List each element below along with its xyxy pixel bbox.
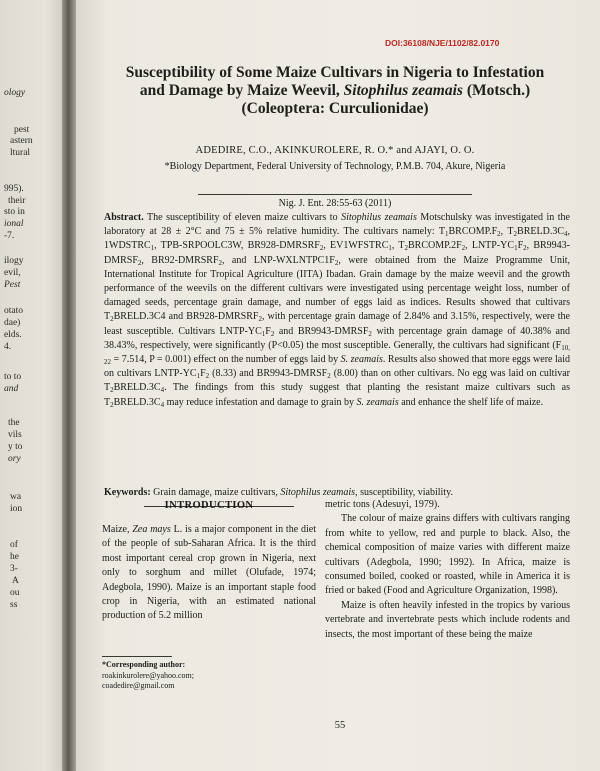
edge-fragment: ion <box>10 504 23 514</box>
abstract-text: may reduce infestation and damage to grain by <box>164 396 357 408</box>
subscript: 2 <box>110 386 114 395</box>
subscript: 2 <box>137 258 142 267</box>
edge-fragment: the <box>8 418 20 428</box>
subscript: 4 <box>564 230 568 239</box>
journal-reference: Nig. J. Ent. 28:55-63 (2011) <box>278 198 392 209</box>
right-column <box>325 498 570 642</box>
abstract-text: and BR9943-DMRSF <box>274 325 369 337</box>
intro-text: L. is a major component in the diet of the people of sub-Saharan Africa. It is the third most important cereal crop grown in Nigeria, next only to sorghum and millet (Olufade, 1974; Adegbola, 1990). Maize is an important staple food crop in Nigeria, with an estimated national production of 5.2 million <box>102 524 316 622</box>
title-line-1: Susceptibility of Some Maize Cultivars in Nigeria to Infestation <box>125 64 545 81</box>
edge-fragment: evil, <box>4 268 21 278</box>
subscript: 1 <box>150 244 155 253</box>
subscript: 2 <box>205 372 210 381</box>
footnote-rule <box>102 656 172 657</box>
intro-text: Maize, <box>102 524 133 535</box>
header-rule <box>198 194 472 195</box>
edge-fragment: ilogy <box>4 256 24 266</box>
edge-fragment: ou <box>10 588 20 598</box>
subscript: 2 <box>110 315 114 324</box>
abstract-text: F <box>265 325 271 337</box>
subscript: 1 <box>196 372 201 381</box>
species-name: S. zeamais <box>340 354 383 366</box>
title-line-3: (Coleoptera: Curculionidae) <box>241 100 429 117</box>
subscript: 1 <box>388 244 392 253</box>
paper-title <box>100 64 570 118</box>
book-gutter <box>62 0 76 771</box>
abstract-text: , BR9943-DMRSF <box>104 240 570 266</box>
edge-fragment: 3- <box>10 564 18 574</box>
abstract-text: BRELD.3C <box>113 382 161 394</box>
abstract-text: BRELD.3C4 and BR928-DMRSRF <box>113 311 259 323</box>
abstract-text: , and LNP-WXLNTPC1F <box>222 254 335 266</box>
subscript: 1 <box>445 230 449 239</box>
abstract-text: and enhance the shelf life of maize. <box>398 396 544 408</box>
intro-paragraph: Maize is often heavily infested in the tropics by various vertebrate and invertebrate pests which include rodents and insects, the most important of these being the maize <box>325 599 570 640</box>
corresponding-author <box>102 660 316 692</box>
title-line-2 <box>100 82 570 100</box>
edge-fragment: vils <box>8 430 22 440</box>
abstract <box>104 211 570 410</box>
subscript: 2 <box>368 329 372 338</box>
subscript: 10, 22 <box>104 343 570 367</box>
edge-fragment: their <box>8 196 26 206</box>
abstract-text: . Results also showed that more eggs were laid on cultivars LNTP-YC <box>104 354 570 380</box>
edge-fragment: ory <box>8 454 21 464</box>
species-name: Sitophilus zeamais <box>341 212 417 223</box>
abstract-text: , were obtained from the Maize Programme Unit, International Institute for Tropical Agriculture (IITA) Ibadan. Grain damage by the maize weevil and the growth performance of the weevils on the different cultivars were investigated using percentage weight loss, number of damaged seeds, percentage grain damage, and number of eggs laid as indices. Results showed that cultivars T <box>104 254 571 323</box>
abstract-text: (8.00) than on other cultivars. No egg was laid on cultivar T <box>104 368 570 394</box>
abstract-text: , TPB-SRPOOLC3W, BR928-DMRSRF <box>154 240 320 252</box>
abstract-text: F <box>517 240 524 252</box>
species-name: Zea mays <box>132 524 171 535</box>
previous-page-edge <box>0 0 66 771</box>
edge-fragment: he <box>10 552 19 562</box>
edge-fragment: of <box>10 540 18 550</box>
title-text: and Damage by Maize Weevil, <box>139 82 344 99</box>
abstract-text: BRELD.3C <box>517 226 564 238</box>
abstract-text: = 7.514, P = 0.001) effect on the number of eggs laid by <box>111 354 341 366</box>
edge-fragment: pest <box>14 125 30 135</box>
edge-fragment: otato <box>4 306 23 316</box>
authors: ADEDIRE, C.O., AKINKUROLERE, R. O.* and AJAYI, O. O. <box>195 145 475 156</box>
abstract-text: , LNTP-YC <box>465 240 515 252</box>
abstract-text: , with percentage grain damage of 2.84% and 3.15%, respectively, were the least susceptible. Cultivars LNTP-YC <box>104 311 570 337</box>
title-author-citation: (Motsch.) <box>462 82 531 99</box>
subscript: 2 <box>497 230 501 239</box>
edge-fragment: sto in <box>4 207 25 217</box>
subscript: 2 <box>110 400 114 409</box>
subscript: 2 <box>270 329 275 338</box>
abstract-text: BRELD.3C <box>113 396 161 408</box>
keywords-label: Keywords: <box>104 487 151 498</box>
subscript: 1 <box>261 329 266 338</box>
abstract-text: F <box>200 368 206 380</box>
keywords-text: , susceptibility, viability. <box>355 487 453 498</box>
abstract-text: BRCOMP.F <box>448 226 498 238</box>
left-column <box>102 497 316 624</box>
edge-fragment: Pest <box>4 280 21 290</box>
edge-fragment: ional <box>4 219 24 229</box>
edge-fragment: wa <box>10 492 22 502</box>
abstract-text: BRCOMP.2F <box>408 240 462 252</box>
corresponding-email: coadedire@gmail.com <box>102 681 175 690</box>
subscript: 2 <box>513 230 518 239</box>
edge-fragment: ss <box>10 600 18 610</box>
abstract-text: , 1WDSTRC <box>104 226 570 252</box>
edge-fragment: ology <box>4 88 26 98</box>
edge-fragment: ltural <box>10 148 31 158</box>
edge-fragment: and <box>4 384 19 394</box>
edge-fragment: A <box>12 576 19 586</box>
subscript: 4 <box>160 386 165 395</box>
edge-fragment: to to <box>4 372 22 382</box>
edge-fragment: elds. <box>4 330 22 340</box>
subscript: 2 <box>334 258 339 267</box>
abstract-text: , BR92-DMRSRF <box>141 254 219 266</box>
edge-fragment: 4. <box>4 342 12 352</box>
abstract-text: with percentage grain damage of 40.38% and 38.43%, respectively, were significantly (P<0.05) the most susceptible. Generally, the cultivars had significant (F <box>104 325 570 351</box>
doi-label: DOI:36108/NJE/1102/82.0170 <box>385 38 500 48</box>
abstract-text: Motschulsky was investigated in the laboratory at 28 ± 2°C and 75 ± 5% relative humidity. The cultivars namely: T <box>104 212 570 238</box>
abstract-text: , T <box>391 240 405 252</box>
intro-paragraph <box>102 523 316 624</box>
affiliation: *Biology Department, Federal University of Technology, P.M.B. 704, Akure, Nigeria <box>164 161 506 172</box>
intro-paragraph: The colour of maize grains differs with cultivars ranging from white to yellow, red and purple to black. Also, the chemical composition of maize varies with different maize cultivars (Adegbola, 1990; 1992). In Africa, maize is consumed boiled, cooked or roasted, while in America it is fried or baked (Food and Agriculture Organization, 1998). <box>325 513 570 597</box>
subscript: 2 <box>327 372 331 381</box>
edge-fragment: y to <box>8 442 23 452</box>
edge-fragment: dae) <box>4 318 21 328</box>
subscript: 2 <box>404 244 408 253</box>
intro-paragraph: metric tons (Adesuyi, 1979). <box>325 499 440 510</box>
edge-fragment: astern <box>10 136 33 146</box>
abstract-text: , EV1WFSTRC <box>323 240 389 252</box>
keywords-text: Grain damage, maize cultivars, <box>150 487 281 498</box>
subscript: 2 <box>461 244 466 253</box>
species-name: S. zeamais <box>356 396 399 408</box>
edge-fragment: -7. <box>4 231 15 241</box>
abstract-text: (8.33) and BR9943-DMRSF <box>209 368 328 380</box>
subscript: 2 <box>319 244 324 253</box>
corresponding-email: roakinkurolere@yahoo.com; <box>102 670 195 680</box>
abstract-label: Abstract. <box>104 212 144 223</box>
title-species: Sitophilus zeamais <box>343 82 463 99</box>
subscript: 1 <box>514 244 518 253</box>
page-number: 55 <box>334 720 346 731</box>
subscript: 2 <box>258 315 262 324</box>
species-name: Sitophilus zeamais <box>280 487 356 498</box>
subscript: 2 <box>218 258 223 267</box>
abstract-text: , T <box>500 226 514 238</box>
abstract-text: . The findings from this study suggest that planting the resistant maize cultivars such as T <box>104 382 570 408</box>
introduction-heading: INTRODUCTION <box>164 500 254 511</box>
subscript: 2 <box>523 244 527 253</box>
subscript: 4 <box>160 400 165 409</box>
edge-fragment: 995). <box>4 184 24 194</box>
abstract-text: The susceptibility of eleven maize cultivars to <box>143 212 342 223</box>
corresponding-label: *Corresponding author: <box>102 660 186 669</box>
